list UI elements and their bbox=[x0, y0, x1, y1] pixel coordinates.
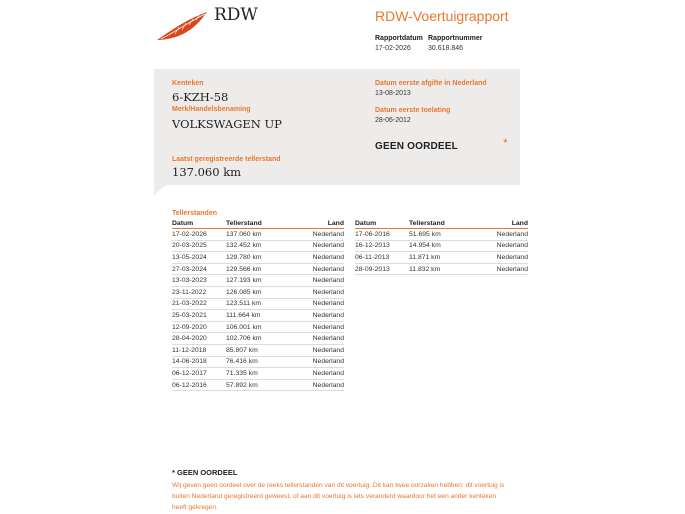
cell-land: Nederland bbox=[312, 230, 344, 238]
table-row bbox=[172, 310, 344, 322]
report-number-value: 30.618.846 bbox=[428, 45, 464, 52]
cell-land: Nederland bbox=[312, 288, 344, 296]
cell-land: Nederland bbox=[312, 381, 344, 389]
report-title: RDW-Voertuigrapport bbox=[375, 8, 509, 24]
cell-tellerstand: 129.780 km bbox=[226, 253, 262, 261]
table-row bbox=[172, 275, 344, 287]
afgifte-value: 13-08-2013 bbox=[375, 90, 411, 97]
toelating-label: Datum eerste toelating bbox=[375, 107, 451, 114]
col-tellerstand: Tellerstand bbox=[409, 220, 445, 227]
merk-value: VOLKSWAGEN UP bbox=[172, 117, 282, 131]
col-land: Land bbox=[327, 220, 344, 227]
cell-land: Nederland bbox=[312, 358, 344, 366]
cell-tellerstand: 132.452 km bbox=[226, 242, 262, 250]
cell-land: Nederland bbox=[312, 346, 344, 354]
table-row bbox=[172, 345, 344, 357]
cell-tellerstand: 14.954 km bbox=[409, 242, 441, 250]
brand-name: RDW bbox=[214, 5, 258, 25]
cell-land: Nederland bbox=[312, 242, 344, 250]
cell-tellerstand: 106.001 km bbox=[226, 323, 262, 331]
report-date bbox=[375, 35, 423, 52]
table-row bbox=[172, 357, 344, 369]
table-row bbox=[172, 264, 344, 276]
cell-land: Nederland bbox=[312, 323, 344, 331]
cell-tellerstand: 76.416 km bbox=[226, 358, 258, 366]
col-datum: Datum bbox=[172, 220, 194, 227]
col-datum: Datum bbox=[355, 220, 377, 227]
tellerstanden-table-left bbox=[172, 220, 344, 391]
cell-datum: 06-12-2017 bbox=[172, 369, 207, 377]
cell-datum: 21-03-2022 bbox=[172, 300, 207, 308]
afgifte-label: Datum eerste afgifte in Nederland bbox=[375, 80, 487, 87]
cell-datum: 06-12-2016 bbox=[172, 381, 207, 389]
merk-label: Merk/Handelsbenaming bbox=[172, 106, 251, 113]
report-number-label: Rapportnummer bbox=[428, 35, 483, 42]
tellerstanden-title: Tellerstanden bbox=[172, 210, 217, 217]
cell-land: Nederland bbox=[312, 369, 344, 377]
cell-land: Nederland bbox=[312, 335, 344, 343]
cell-land: Nederland bbox=[312, 300, 344, 308]
cell-datum: 14-06-2018 bbox=[172, 358, 207, 366]
table-row bbox=[355, 252, 528, 264]
table-row bbox=[172, 380, 344, 392]
cell-land: Nederland bbox=[312, 265, 344, 273]
table-row bbox=[172, 229, 344, 241]
cell-land: Nederland bbox=[496, 265, 528, 273]
cell-tellerstand: 123.511 km bbox=[226, 300, 262, 308]
col-tellerstand: Tellerstand bbox=[226, 220, 262, 227]
oordeel-asterisk: * bbox=[503, 136, 508, 150]
cell-tellerstand: 51.695 km bbox=[409, 230, 441, 238]
table-row bbox=[172, 368, 344, 380]
table-row bbox=[172, 333, 344, 345]
cell-datum: 06-11-2013 bbox=[355, 253, 390, 261]
table-row bbox=[172, 287, 344, 299]
cell-tellerstand: 11.871 km bbox=[409, 253, 441, 261]
tellerstand-label: Laatst geregistreerde tellerstand bbox=[172, 156, 281, 163]
cell-tellerstand: 11.832 km bbox=[409, 265, 441, 273]
table-row bbox=[355, 264, 528, 276]
cell-datum: 25-03-2021 bbox=[172, 311, 207, 319]
cell-tellerstand: 137.060 km bbox=[226, 230, 262, 238]
cell-tellerstand: 102.706 km bbox=[226, 335, 262, 343]
cell-datum: 23-11-2022 bbox=[172, 288, 207, 296]
cell-datum: 20-03-2025 bbox=[172, 242, 207, 250]
cell-tellerstand: 111.664 km bbox=[226, 311, 261, 319]
report-date-value: 17-02-2026 bbox=[375, 45, 411, 52]
table-header bbox=[355, 220, 528, 229]
table-row bbox=[172, 322, 344, 334]
tellerstand-value: 137.060 km bbox=[172, 165, 242, 179]
cell-datum: 11-12-2018 bbox=[172, 346, 207, 354]
cell-datum: 28-09-2013 bbox=[355, 265, 390, 273]
table-header bbox=[172, 220, 344, 229]
cell-land: Nederland bbox=[312, 311, 344, 319]
oordeel-value: GEEN OORDEEL bbox=[375, 141, 458, 152]
toelating-value: 28-06-2012 bbox=[375, 117, 411, 124]
report-number bbox=[428, 35, 482, 52]
report-date-label: Rapportdatum bbox=[375, 35, 423, 42]
panel-tail bbox=[154, 185, 166, 195]
cell-tellerstand: 129.566 km bbox=[226, 265, 262, 273]
kenteken-label: Kenteken bbox=[172, 80, 204, 87]
cell-datum: 12-09-2020 bbox=[172, 323, 207, 331]
footnote-title: * GEEN OORDEEL bbox=[172, 468, 238, 477]
cell-land: Nederland bbox=[312, 253, 344, 261]
cell-land: Nederland bbox=[496, 242, 528, 250]
cell-tellerstand: 57.892 km bbox=[226, 381, 258, 389]
cell-datum: 17-02-2026 bbox=[172, 230, 207, 238]
table-row bbox=[355, 229, 528, 241]
kenteken-value: 6-KZH-58 bbox=[172, 90, 229, 104]
footnote-text: Wij geven geen oordeel over de reeks tellerstanden van dit voertuig. Dit kan twee oorzaken hebben: dit voertuig is buiten Nederland geregistreerd geweest, of aan dit voertuig is iets veranderd waardoor het een ander kenteken heeft gekregen. bbox=[172, 482, 505, 511]
cell-datum: 13-05-2024 bbox=[172, 253, 207, 261]
col-land: Land bbox=[511, 220, 528, 227]
table-row bbox=[172, 252, 344, 264]
cell-tellerstand: 71.335 km bbox=[226, 369, 258, 377]
cell-datum: 17-06-2016 bbox=[355, 230, 390, 238]
rdw-logo-icon bbox=[155, 10, 210, 42]
cell-datum: 16-12-2013 bbox=[355, 242, 390, 250]
cell-datum: 28-04-2020 bbox=[172, 335, 207, 343]
cell-tellerstand: 126.085 km bbox=[226, 288, 262, 296]
cell-tellerstand: 127.193 km bbox=[226, 277, 262, 285]
cell-land: Nederland bbox=[496, 230, 528, 238]
cell-land: Nederland bbox=[496, 253, 528, 261]
table-row bbox=[172, 299, 344, 311]
tellerstanden-table-right bbox=[355, 220, 528, 275]
table-row bbox=[355, 241, 528, 253]
cell-land: Nederland bbox=[312, 277, 344, 285]
cell-datum: 13-03-2023 bbox=[172, 277, 207, 285]
table-row bbox=[172, 241, 344, 253]
cell-datum: 27-03-2024 bbox=[172, 265, 207, 273]
cell-tellerstand: 85.807 km bbox=[226, 346, 258, 354]
